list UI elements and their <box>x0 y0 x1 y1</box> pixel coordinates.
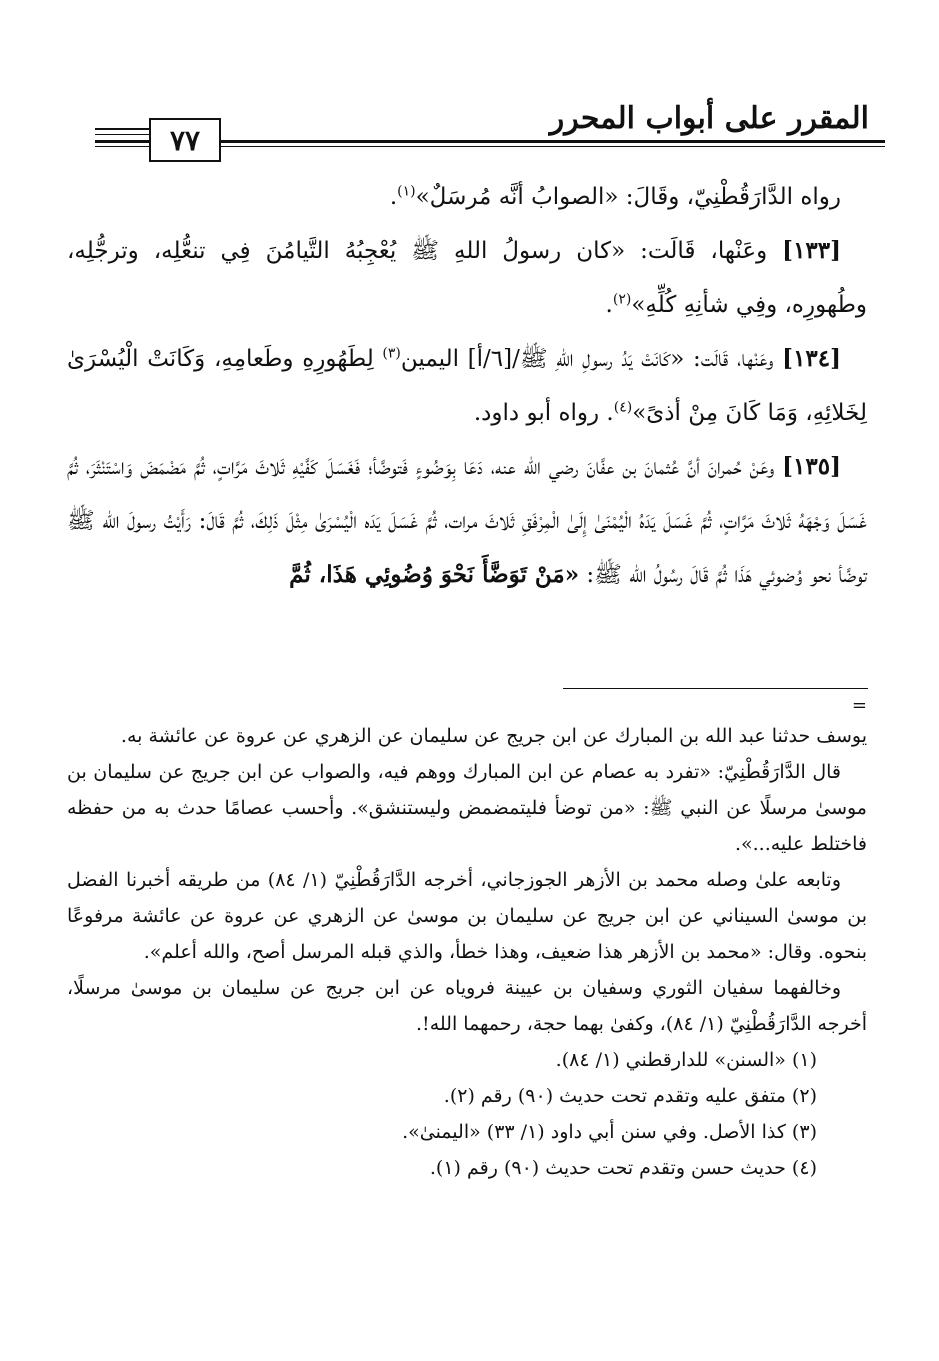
hadith-134-footnote-ref-b: (٤) <box>613 399 633 416</box>
header-rule-left-thick <box>95 128 149 130</box>
hadith-133-text: وعَنْها، قَالَت: «كان رسولُ اللهِ ﷺ يُعْجِبُهُ التَّيامُنَ فِي تنعُّلِه، وترجُّلِه، وطُهورِه، وفِي شأنِهِ كُلِّهِ» <box>67 238 867 318</box>
hadith-133 <box>67 224 867 332</box>
hadith-134-footnote-ref-a: (٣) <box>382 345 401 362</box>
hadith-135-bold-quote: «مَنْ تَوَضَّأَ نَحْوَ وُضُوئِي هَذَا، ثُمَّ <box>289 561 580 588</box>
running-title: المقرر على أبواب المحرر <box>540 98 879 140</box>
hadith-133-footnote-ref: (٢) <box>612 291 632 308</box>
paragraph-1 <box>67 170 867 224</box>
footnotes <box>67 718 867 1186</box>
footnote-continued-1: يوسف حدثنا عبد الله بن المبارك عن ابن جريج عن سليمان عن الزهري عن عروة عن عائشة به. <box>120 725 867 747</box>
continuation-mark: = <box>851 695 867 716</box>
footnote-4: (٤) حديث حسن وتقدم تحت حديث (٩٠) رقم (١). <box>429 1157 817 1179</box>
hadith-number-134: [١٣٤] <box>782 345 842 372</box>
hadith-number-135: [١٣٥] <box>782 453 841 480</box>
hadith-134 <box>67 332 867 440</box>
hadith-134-text-a: وعَنْها، قَالَت: «كَانَتْ يَدُ رسولِ اللهِ ﷺ/[٦/أ] اليمين <box>400 346 774 372</box>
footnote-1: (١) «السنن» للدارقطني (١/ ٨٤). <box>555 1049 817 1071</box>
footnote-divider <box>563 688 868 689</box>
p1-end: . <box>389 184 398 210</box>
footnote-continued-3: وتابعه علىٰ وصله محمد بن الأزهر الجوزجاني، أخرجه الدَّارَقُطْنِيّ (١/ ٨٤) من طريقه أخبرنا الفضل بن موسىٰ السيناني عن ابن جريج عن سليمان بن موسىٰ عن الزهري عن عروة عن عائشة مرفوعًا بنحوه. وقال: «محمد بن الأزهر هذا ضعيف، وهذا خطأ، والذي قبله المرسل أصح، والله أعلم». <box>67 869 867 963</box>
hadith-133-end: . <box>605 292 613 318</box>
hadith-number-133: [١٣٣] <box>782 237 842 264</box>
main-text <box>67 170 867 602</box>
p1-footnote-ref: (١) <box>397 183 416 200</box>
p1-text: رواه الدَّارَقُطْنِيّ، وقَالَ: «الصوابُ أنَّه مُرسَلٌ» <box>415 184 841 210</box>
hadith-135-text: وعَنْ حُمرانَ أنَّ عُثمانَ بن عفَّانَ رضي الله عنه، دَعَا بِوَضُوءٍ فَتوضَّأ؛ فَغَسَلَ كَفَّيْهِ ثَلاثَ مَرَّاتٍ، ثُمَّ مَضْمَضَ وَاسْتَنْثَرَ، ثُمَّ غَسَلَ وَجْهَهُ ثَلاثَ مَرَّاتٍ، ثُمَّ غَسَلَ يَدَهُ الْيُمْنَىٰ إِلَىٰ الْمِرْفَقِ ثَلاثَ مرات، ثُمَّ غَسَلَ يَدَه الْيُسْرَىٰ مِثْلَ ذَلِكَ، ثُمَّ قَالَ: رَأَيْتُ رسولَ الله ﷺ توضَّأ نحو وُضوئي هَذَا ثُمَّ قَالَ رسُولُ الله ﷺ: <box>67 454 867 588</box>
footnote-2: (٢) متفق عليه وتقدم تحت حديث (٩٠) رقم (٢). <box>443 1085 817 1107</box>
hadith-134-end: . رواه أبو داود. <box>473 400 614 426</box>
hadith-135 <box>67 440 867 602</box>
page-header <box>95 98 885 160</box>
hadith-134-text-b: لِطَهُورِهِ وطَعامِهِ، وَكَانَتْ الْيُسْرَىٰ لِخَلائِهِ، وَمَا كَانَ مِنْ أذىً» <box>67 346 867 426</box>
page-number: ٧٧ <box>149 118 221 162</box>
header-rule-left-thin <box>95 134 149 135</box>
footnote-continued-2: قال الدَّارَقُطْنِيّ: «تفرد به عصام عن ابن المبارك ووهم فيه، والصواب عن ابن جريج عن سليمان بن موسىٰ مرسلًا عن النبي ﷺ: «من توضأ فليتمضمض وليستنشق». وأحسب عصامًا حدث به من حفظه فاختلط عليه...». <box>67 761 867 855</box>
footnote-3: (٣) كذا الأصل. وفي سنن أبي داود (١/ ٣٣) «اليمنىٰ». <box>402 1121 817 1143</box>
footnote-continued-4: وخالفهما سفيان الثوري وسفيان بن عيينة فروياه عن ابن جريج عن سليمان بن موسىٰ مرسلًا، أخرجه الدَّارَقُطْنِيّ (١/ ٨٤)، وكفىٰ بهما حجة، رحمهما الله!. <box>67 977 867 1035</box>
